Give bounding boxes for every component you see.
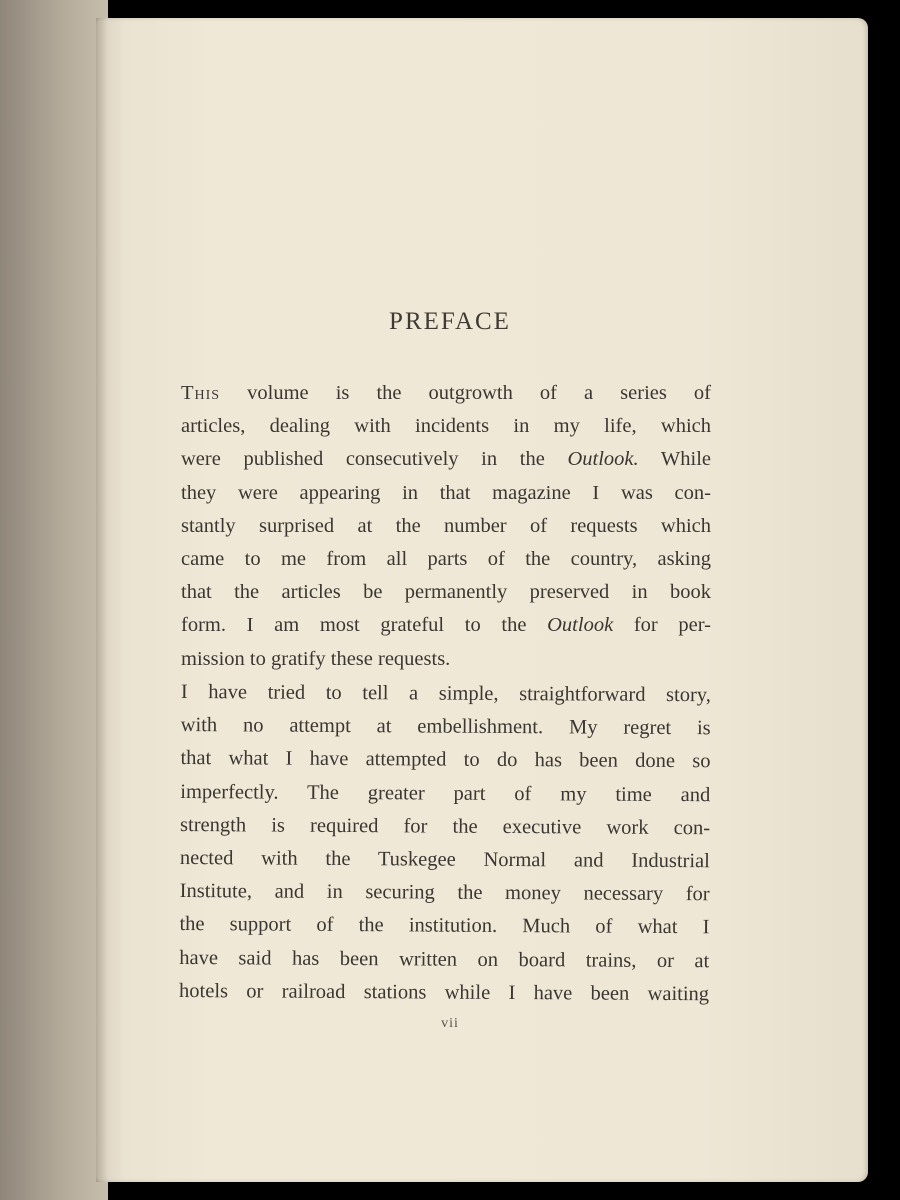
dropcap-word: This bbox=[181, 382, 221, 404]
text-line: stantly surprised at the number of requests which bbox=[181, 514, 711, 537]
text-span: for per- bbox=[613, 614, 712, 637]
italic-title: Outlook. bbox=[567, 448, 639, 471]
page-gutter-shadow bbox=[96, 18, 108, 1182]
text-line: hotels or railroad stations while I have been waiting bbox=[179, 979, 710, 1006]
text-span: volume is the outgrowth of a series of bbox=[220, 382, 711, 404]
text-line bbox=[181, 443, 711, 476]
text-line: mission to gratify these requests. bbox=[181, 647, 451, 670]
text-line: I have tried to tell a simple, straightforward story, bbox=[180, 680, 711, 707]
text-line: Institute, and in securing the money necessary for bbox=[179, 880, 710, 906]
page-number: vii bbox=[441, 1016, 459, 1031]
text-line: that what I have attempted to do has been done so bbox=[180, 747, 711, 773]
page-title: PREFACE bbox=[389, 308, 511, 335]
text-line: articles, dealing with incidents in my life, which bbox=[181, 415, 711, 438]
text-line: that the articles be permanently preserved in book bbox=[181, 581, 711, 604]
text-line: strength is required for the executive work con- bbox=[180, 813, 711, 840]
preface-paragraph-1 bbox=[181, 377, 711, 676]
text-line: with no attempt at embellishment. My regret is bbox=[180, 714, 711, 740]
preface-paragraph-2 bbox=[179, 676, 711, 1011]
text-line: came to me from all parts of the country, asking bbox=[181, 548, 711, 571]
text-line: the support of the institution. Much of what I bbox=[179, 913, 710, 939]
text-span: form. I am most grateful to the bbox=[181, 614, 548, 637]
text-line: have said has been written on board trains, or at bbox=[179, 946, 710, 972]
text-line: they were appearing in that magazine I was con- bbox=[181, 481, 711, 504]
italic-title: Outlook bbox=[547, 614, 614, 637]
text-line bbox=[181, 609, 711, 642]
text-line: nected with the Tuskegee Normal and Industrial bbox=[179, 847, 710, 873]
text-line bbox=[181, 377, 711, 410]
text-span: were published consecutively in the bbox=[181, 448, 568, 471]
text-span: While bbox=[638, 448, 712, 471]
text-line: imperfectly. The greater part of my time and bbox=[180, 780, 711, 806]
